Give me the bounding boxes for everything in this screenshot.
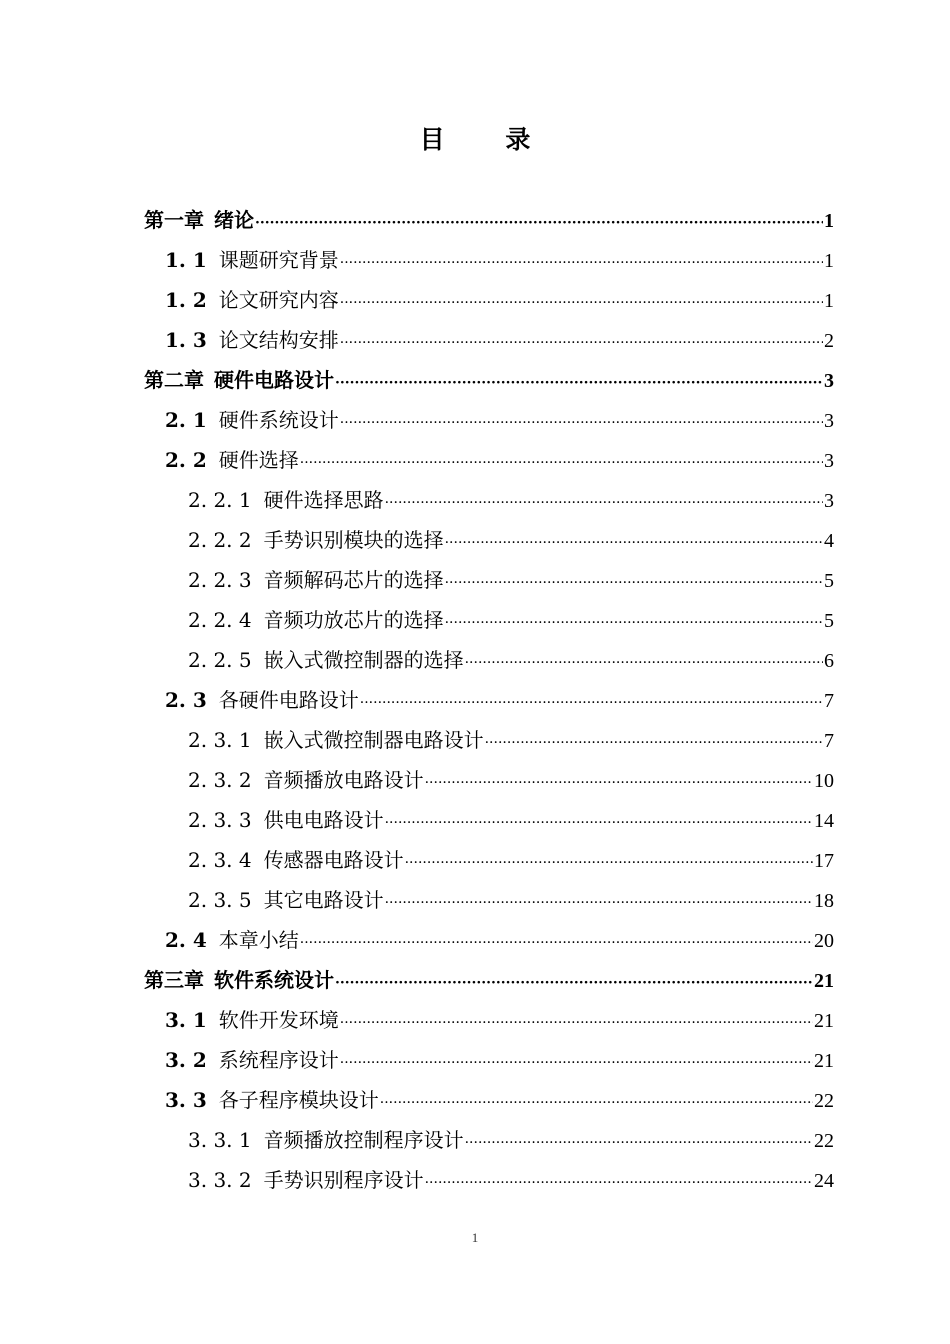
toc-entry-page-number: 18 (814, 890, 834, 912)
toc-entry[interactable] (165, 280, 834, 320)
toc-entry[interactable] (144, 960, 834, 1000)
toc-entry-number: 2. 2. 5 (188, 648, 252, 672)
toc-entry-number: 3. 2 (165, 1048, 207, 1072)
toc-entry-page-number: 20 (814, 930, 834, 952)
toc-entry[interactable] (165, 1040, 834, 1080)
toc-dot-leader (300, 923, 813, 963)
toc-entry-title: 嵌入式微控制器的选择 (263, 648, 464, 672)
toc-dot-leader (385, 803, 813, 843)
toc-dot-leader (340, 1043, 813, 1083)
toc-entry[interactable] (188, 560, 834, 600)
toc-entry[interactable] (165, 920, 834, 960)
toc-entry-title: 绪论 (214, 208, 254, 232)
toc-entry-page-number: 10 (814, 770, 834, 792)
toc-entry-number: 2. 2. 4 (188, 608, 252, 632)
toc-entry[interactable] (188, 760, 834, 800)
toc-entry-page-number: 5 (824, 610, 834, 632)
page-title: 目 录 (419, 125, 557, 154)
toc-entry-page-number: 3 (824, 410, 834, 432)
toc-entry-title: 论文研究内容 (218, 288, 339, 312)
toc-entry[interactable] (188, 880, 834, 920)
toc-dot-leader (445, 523, 823, 563)
toc-entry-page-number: 2 (824, 330, 834, 352)
toc-entry-page-number: 3 (824, 450, 834, 472)
toc-dot-leader (425, 1163, 813, 1203)
toc-dot-leader (385, 483, 823, 523)
toc-dot-leader (335, 363, 823, 403)
toc-entry-title: 音频功放芯片的选择 (263, 608, 444, 632)
toc-entry-title: 手势识别模块的选择 (263, 528, 444, 552)
toc-dot-leader (340, 283, 823, 323)
toc-dot-leader (360, 683, 823, 723)
toc-entry[interactable] (144, 360, 834, 400)
toc-entry-number: 第二章 (144, 368, 204, 392)
toc-entry-page-number: 1 (824, 250, 834, 272)
toc-dot-leader (380, 1083, 813, 1123)
toc-entry[interactable] (188, 1160, 834, 1200)
toc-entry-number: 1. 3 (165, 328, 207, 352)
toc-entry-number: 3. 3. 2 (188, 1168, 252, 1192)
toc-entry[interactable] (188, 800, 834, 840)
toc-entry-title: 软件系统设计 (214, 968, 334, 992)
footer-page-number: 1 (471, 1230, 479, 1245)
toc-entry[interactable] (165, 240, 834, 280)
toc-dot-leader (255, 203, 823, 243)
toc-entry[interactable] (165, 1080, 834, 1120)
toc-entry-number: 1. 2 (165, 288, 207, 312)
toc-entry[interactable] (188, 600, 834, 640)
toc-entry[interactable] (144, 200, 834, 240)
toc-entry-title: 手势识别程序设计 (263, 1168, 424, 1192)
toc-entry-number: 2. 3. 2 (188, 768, 252, 792)
toc-dot-leader (385, 883, 813, 923)
toc-entry-title: 软件开发环境 (218, 1008, 339, 1032)
toc-entry-page-number: 5 (824, 570, 834, 592)
toc-entry-page-number: 21 (814, 1050, 834, 1072)
toc-entry-title: 其它电路设计 (263, 888, 384, 912)
toc-entry-title: 各硬件电路设计 (218, 688, 359, 712)
toc-entry-page-number: 14 (814, 810, 834, 832)
toc-entry-page-number: 21 (814, 970, 834, 992)
toc-entry-page-number: 22 (814, 1090, 834, 1112)
toc-entry-title: 音频播放控制程序设计 (263, 1128, 464, 1152)
toc-dot-leader (340, 403, 823, 443)
toc-dot-leader (445, 563, 823, 603)
toc-dot-leader (340, 1003, 813, 1043)
toc-entry-page-number: 21 (814, 1010, 834, 1032)
toc-entry-number: 第三章 (144, 968, 204, 992)
toc-entry-number: 3. 3 (165, 1088, 207, 1112)
toc-entry-page-number: 17 (814, 850, 834, 872)
toc-entry-page-number: 3 (824, 370, 834, 392)
toc-entry-title: 音频解码芯片的选择 (263, 568, 444, 592)
toc-entry-title: 课题研究背景 (218, 248, 339, 272)
toc-dot-leader (340, 243, 823, 283)
toc-entry[interactable] (188, 520, 834, 560)
toc-entry-number: 2. 3. 1 (188, 728, 252, 752)
toc-entry[interactable] (188, 840, 834, 880)
toc-entry-title: 各子程序模块设计 (218, 1088, 379, 1112)
toc-entry-title: 供电电路设计 (263, 808, 384, 832)
toc-entry[interactable] (165, 320, 834, 360)
toc-entry-number: 2. 3 (165, 688, 207, 712)
toc-entry-title: 论文结构安排 (218, 328, 339, 352)
toc-entry-number: 2. 3. 4 (188, 848, 252, 872)
toc-entry-page-number: 6 (824, 650, 834, 672)
toc-entry-number: 2. 4 (165, 928, 207, 952)
toc-entry-title: 传感器电路设计 (263, 848, 404, 872)
toc-dot-leader (445, 603, 823, 643)
toc-dot-leader (300, 443, 823, 483)
toc-entry-number: 3. 1 (165, 1008, 207, 1032)
toc-entry[interactable] (165, 400, 834, 440)
toc-entry[interactable] (188, 480, 834, 520)
toc-entry-title: 硬件选择思路 (263, 488, 384, 512)
toc-entry[interactable] (165, 680, 834, 720)
toc-entry[interactable] (188, 640, 834, 680)
toc-entry-number: 2. 2. 3 (188, 568, 252, 592)
toc-entry-number: 3. 3. 1 (188, 1128, 252, 1152)
toc-entry-title: 嵌入式微控制器电路设计 (263, 728, 484, 752)
toc-entry[interactable] (188, 1120, 834, 1160)
toc-dot-leader (340, 323, 823, 363)
toc-entry-page-number: 7 (824, 690, 834, 712)
toc-dot-leader (425, 763, 813, 803)
toc-entry-number: 2. 2 (165, 448, 207, 472)
toc-entry-title: 硬件电路设计 (214, 368, 334, 392)
toc-entry[interactable] (188, 720, 834, 760)
toc-dot-leader (465, 1123, 813, 1163)
toc-entry-title: 硬件系统设计 (218, 408, 339, 432)
toc-entry-number: 2. 3. 3 (188, 808, 252, 832)
toc-entry-number: 2. 1 (165, 408, 207, 432)
toc-entry-title: 系统程序设计 (218, 1048, 339, 1072)
toc-entry-page-number: 22 (814, 1130, 834, 1152)
toc-entry-number: 2. 2. 1 (188, 488, 252, 512)
toc-entry-page-number: 1 (824, 210, 834, 232)
toc-entry[interactable] (165, 1000, 834, 1040)
toc-entry-number: 1. 1 (165, 248, 207, 272)
toc-dot-leader (335, 963, 813, 1003)
toc-entry-page-number: 4 (824, 530, 834, 552)
toc-entry-page-number: 7 (824, 730, 834, 752)
toc-entry-number: 2. 3. 5 (188, 888, 252, 912)
toc-entry-page-number: 3 (824, 490, 834, 512)
toc-entry-page-number: 1 (824, 290, 834, 312)
toc-dot-leader (485, 723, 823, 763)
toc-entry-title: 硬件选择 (218, 448, 299, 472)
toc-entry-title: 音频播放电路设计 (263, 768, 424, 792)
toc-entry-number: 2. 2. 2 (188, 528, 252, 552)
toc-entry-number: 第一章 (144, 208, 204, 232)
toc-entry[interactable] (165, 440, 834, 480)
toc-entry-title: 本章小结 (218, 928, 299, 952)
toc-dot-leader (465, 643, 823, 683)
toc-dot-leader (405, 843, 813, 883)
toc-entry-page-number: 24 (814, 1170, 834, 1192)
